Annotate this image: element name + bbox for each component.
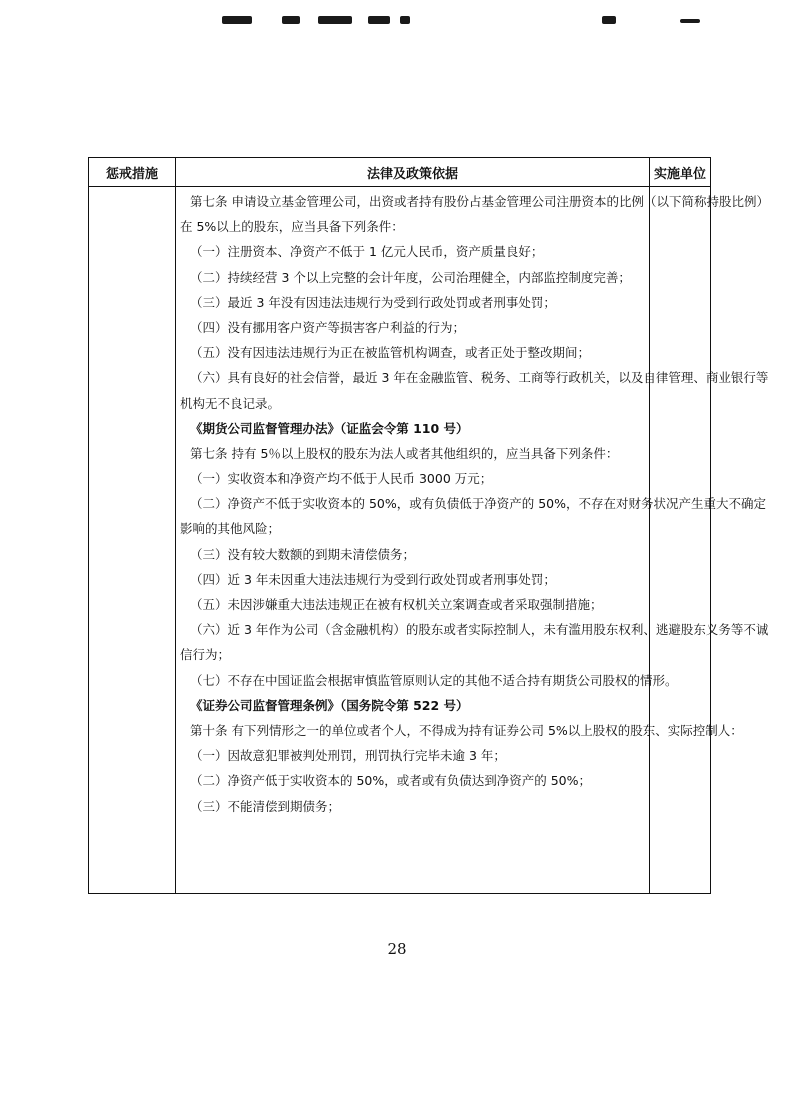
text-line: 信行为；	[180, 647, 231, 663]
text-line: 在 5%以上的股东，应当具备下列条件：	[180, 219, 404, 235]
scan-artifact	[602, 16, 616, 24]
implementing-unit-cell	[650, 187, 711, 894]
header-implementing-unit: 实施单位	[650, 158, 711, 187]
legal-basis-cell	[176, 187, 769, 894]
text-line: （六）具有良好的社会信誉，最近 3 年在金融监管、税务、工商等行政机关，以及自律管理、商业银行等	[190, 370, 769, 386]
header-legal-basis: 法律及政策依据	[176, 158, 650, 187]
text-line: 第七条 申请设立基金管理公司，出资或者持有股份占基金管理公司注册资本的比例（以下简称持股比例）	[190, 194, 769, 209]
page-number: 28	[387, 940, 407, 958]
scan-artifact	[282, 16, 300, 24]
text-line: （七）不存在中国证监会根据审慎监管原则认定的其他不适合持有期货公司股权的情形。	[190, 672, 678, 688]
scan-artifact	[222, 16, 252, 24]
text-line: 机构无不良记录。	[180, 395, 281, 411]
regulation-title: 《证券公司监督管理条例》（国务院令第 522 号）	[190, 697, 469, 713]
scan-artifact	[400, 16, 410, 24]
text-line: （一）因故意犯罪被判处刑罚，刑罚执行完毕未逾 3 年；	[190, 748, 506, 764]
text-line: （二）净资产不低于实收资本的 50%，或有负债低于净资产的 50%，不存在对财务状况产生重大不确定	[190, 496, 767, 512]
text-line: （四）没有挪用客户资产等损害客户利益的行为；	[190, 319, 466, 335]
text-line: （四）近 3 年未因重大违法违规行为受到行政处罚或者刑事处罚；	[190, 571, 556, 587]
text-line: （一）实收资本和净资产均不低于人民币 3000 万元；	[190, 471, 493, 487]
text-line: （一）注册资本、净资产不低于 1 亿元人民币，资产质量良好；	[190, 244, 544, 260]
text-line: （六）近 3 年作为公司（含金融机构）的股东或者实际控制人，未有滥用股东权利、逃避股东义务等不诚	[190, 622, 769, 638]
scan-artifact	[680, 19, 700, 23]
text-line: 第七条 持有 5％以上股权的股东为法人或者其他组织的，应当具备下列条件：	[190, 445, 619, 461]
measures-cell	[89, 187, 176, 894]
text-line: （三）不能清偿到期债务；	[190, 798, 341, 814]
text-line: 影响的其他风险；	[180, 521, 281, 537]
text-line: （二）持续经营 3 个以上完整的会计年度，公司治理健全，内部监控制度完善；	[190, 269, 631, 285]
text-line: （五）未因涉嫌重大违法违规正在被有权机关立案调查或者采取强制措施；	[190, 597, 603, 612]
text-line: （三）没有较大数额的到期未清偿债务；	[190, 546, 416, 562]
text-line: （五）没有因违法违规行为正在被监管机构调查，或者正处于整改期间；	[190, 345, 591, 361]
scan-artifact	[368, 16, 390, 24]
text-line: 第十条 有下列情形之一的单位或者个人，不得成为持有证券公司 5%以上股权的股东、实际控制人：	[190, 722, 743, 738]
text-line: （三）最近 3 年没有因违法违规行为受到行政处罚或者刑事处罚；	[190, 294, 556, 310]
header-measures: 惩戒措施	[89, 158, 176, 187]
policy-table	[88, 157, 769, 894]
text-line: （二）净资产低于实收资本的 50%，或者或有负债达到净资产的 50%；	[190, 773, 592, 789]
legal-text	[176, 187, 769, 819]
table-header-row	[89, 158, 711, 187]
scan-artifact	[318, 16, 352, 24]
table-row	[89, 187, 711, 894]
regulation-title: 《期货公司监督管理办法》（证监会令第 110 号）	[190, 420, 469, 436]
